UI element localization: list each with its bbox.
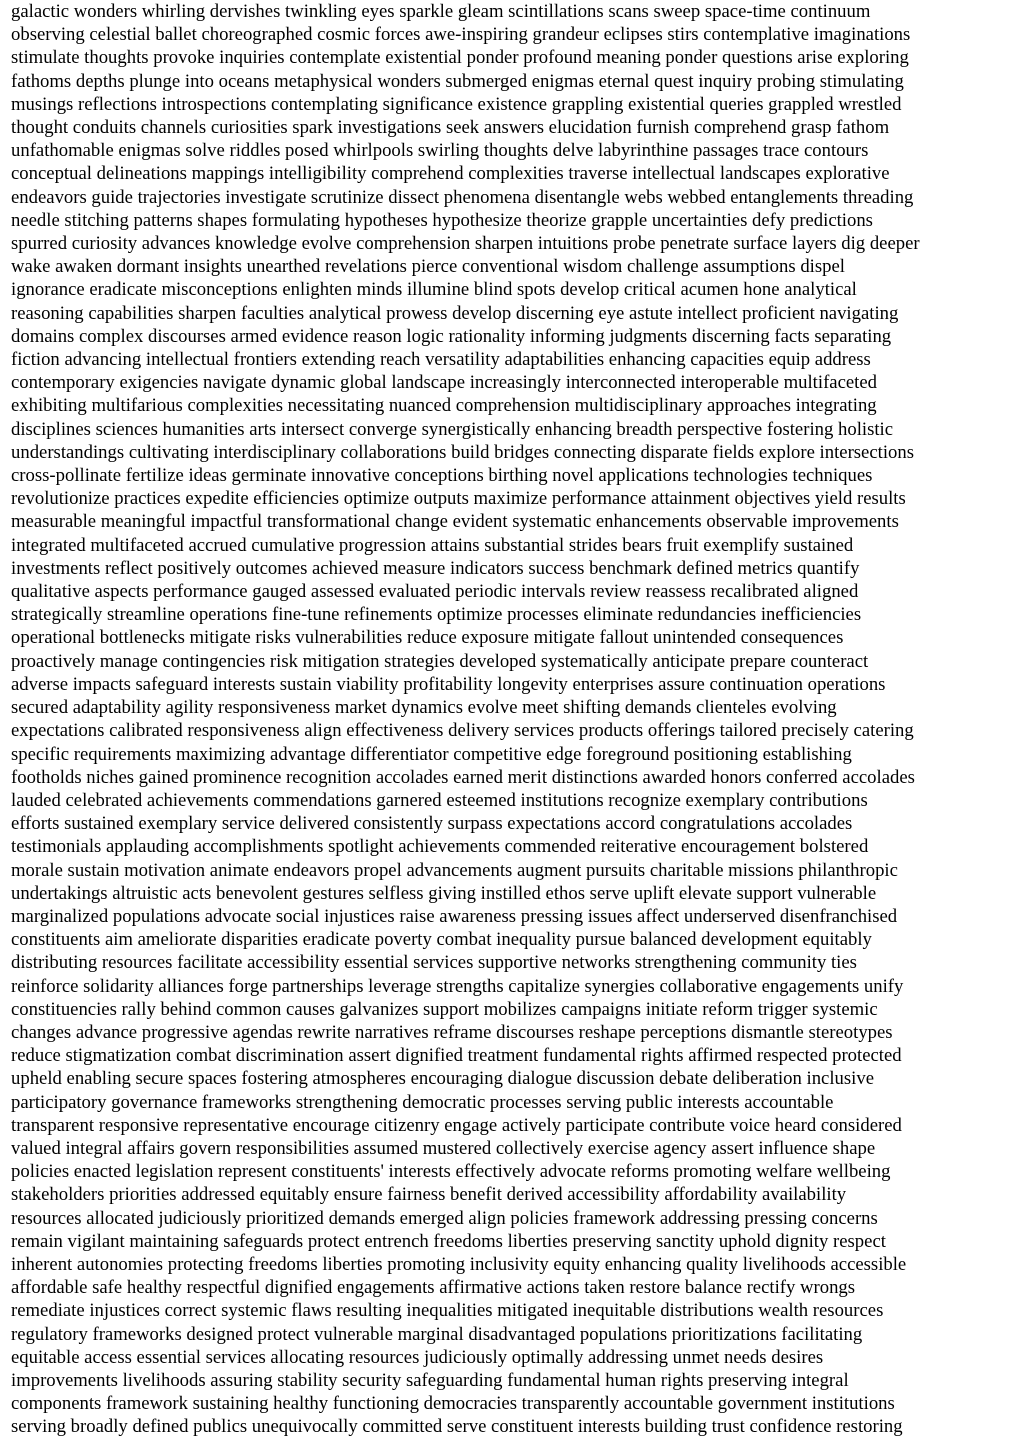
text-line: stakeholders priorities addressed equitably ensure fairness benefit derived accessibility affordability availability (11, 1184, 847, 1206)
text-line: wake awaken dormant insights unearthed revelations pierce conventional wisdom challenge assumptions dispel (11, 256, 845, 278)
text-line: endeavors guide trajectories investigate scrutinize dissect phenomena disentangle webs webbed entanglements threading (11, 186, 914, 208)
text-line: resources allocated judiciously prioritized demands emerged align policies framework addressing pressing concerns (11, 1207, 878, 1229)
text-line: transparent responsive representative encourage citizenry engage actively participate contribute voice heard considered (11, 1114, 902, 1136)
text-line: investments reflect positively outcomes achieved measure indicators success benchmark defined metrics quantify (11, 557, 860, 579)
text-line: distributing resources facilitate accessibility essential services supportive networks strengthening community ties (11, 952, 857, 974)
text-line: spurred curiosity advances knowledge evolve comprehension sharpen intuitions probe penetrate surface layers dig deeper (11, 233, 920, 255)
text-line: remain vigilant maintaining safeguards protect entrench freedoms liberties preserving sanctity uphold dignity respect (11, 1230, 886, 1252)
text-line: valued integral affairs govern responsibilities assumed mustered collectively exercise agency assert influence shape (11, 1137, 876, 1159)
text-line: remediate injustices correct systemic flaws resulting inequalities mitigated inequitable distributions wealth resources (11, 1300, 884, 1322)
text-line: morale sustain motivation animate endeavors propel advancements augment pursuits charitable missions philanthropic (11, 859, 898, 881)
text-line: lauded celebrated achievements commendations garnered esteemed institutions recognize exemplary contributions (11, 789, 868, 811)
text-line: affordable safe healthy respectful dignified engagements affirmative actions taken restore balance rectify wrongs (11, 1277, 856, 1299)
text-line: policies enacted legislation represent constituents' interests effectively advocate reforms promoting welfare wellbeing (11, 1161, 891, 1183)
text-line: improvements livelihoods assuring stability security safeguarding fundamental human rights preserving integral (11, 1369, 849, 1391)
text-line: reinforce solidarity alliances forge partnerships leverage strengths capitalize synergies collaborative engagements unify (11, 975, 904, 997)
text-line: needle stitching patterns shapes formulating hypotheses hypothesize theorize grapple uncertainties defy predictions (11, 209, 873, 231)
text-line: domains complex discourses armed evidence reason logic rationality informing judgments discerning facts separating (11, 325, 892, 347)
text-line: strategically streamline operations fine-tune refinements optimize processes eliminate redundancies inefficiencies (11, 604, 862, 626)
text-line: qualitative aspects performance gauged assessed evaluated periodic intervals review reassess recalibrated aligned (11, 581, 859, 603)
text-line: revolutionize practices expedite efficiencies optimize outputs maximize performance attainment objectives yield results (11, 488, 906, 510)
text-line: integrated multifaceted accrued cumulative progression attains substantial strides bears fruit exemplify sustained (11, 534, 854, 556)
text-line: disciplines sciences humanities arts intersect converge synergistically enhancing breadth perspective fostering holistic (11, 418, 894, 440)
text-line: conceptual delineations mappings intelligibility comprehend complexities traverse intellectual landscapes explorative (11, 163, 890, 185)
text-line: testimonials applauding accomplishments spotlight achievements commended reiterative encouragement bolstered (11, 836, 869, 858)
text-line: exhibiting multifarious complexities necessitating nuanced comprehension multidisciplinary approaches integrating (11, 395, 877, 417)
text-line: constituents aim ameliorate disparities eradicate poverty combat inequality pursue balanced development equitably (11, 929, 872, 951)
text-line: undertakings altruistic acts benevolent gestures selfless giving instilled ethos serve uplift elevate support vulnerable (11, 882, 877, 904)
text-line: secured adaptability agility responsiveness market dynamics evolve meet shifting demands clienteles evolving (11, 697, 837, 719)
text-line: cross-pollinate fertilize ideas germinate innovative conceptions birthing novel applications technologies techniques (11, 465, 873, 487)
text-line: expectations calibrated responsiveness align effectiveness delivery services products offerings tailored precisely catering (11, 720, 914, 742)
text-line: participatory governance frameworks strengthening democratic processes serving public interests accountable (11, 1091, 834, 1113)
text-line: specific requirements maximizing advantage differentiator competitive edge foreground positioning establishing (11, 743, 852, 765)
text-line: footholds niches gained prominence recognition accolades earned merit distinctions awarded honors conferred accolades (11, 766, 915, 788)
text-line: constituencies rally behind common causes galvanizes support mobilizes campaigns initiate reform trigger systemic (11, 998, 878, 1020)
text-line: upheld enabling secure spaces fostering atmospheres encouraging dialogue discussion debate deliberation inclusive (11, 1068, 874, 1090)
text-line: fathoms depths plunge into oceans metaphysical wonders submerged enigmas eternal quest inquiry probing stimulating (11, 70, 904, 92)
text-line: musings reflections introspections contemplating significance existence grappling existential queries grappled wrestled (11, 93, 902, 115)
document-body (11, 0, 1021, 1439)
text-line: proactively manage contingencies risk mitigation strategies developed systematically anticipate prepare counteract (11, 650, 869, 672)
text-line: reduce stigmatization combat discrimination assert dignified treatment fundamental rights affirmed respected protected (11, 1045, 902, 1067)
text-line: stimulate thoughts provoke inquiries contemplate existential ponder profound meaning ponder questions arise exploring (11, 47, 909, 69)
text-line: efforts sustained exemplary service delivered consistently surpass expectations accord congratulations accolades (11, 813, 853, 835)
text-line: understandings cultivating interdisciplinary collaborations build bridges connecting disparate fields explore intersections (11, 441, 914, 463)
text-line: operational bottlenecks mitigate risks vulnerabilities reduce exposure mitigate fallout unintended consequences (11, 627, 844, 649)
text-line: ignorance eradicate misconceptions enlighten minds illumine blind spots develop critical acumen hone analytical (11, 279, 857, 301)
text-line: unfathomable enigmas solve riddles posed whirlpools swirling thoughts delve labyrinthine passages trace contours (11, 140, 869, 162)
text-line: reasoning capabilities sharpen faculties analytical prowess develop discerning eye astute intellect proficient navigating (11, 302, 899, 324)
text-line: measurable meaningful impactful transformational change evident systematic enhancements observable improvements (11, 511, 899, 533)
text-line: adverse impacts safeguard interests sustain viability profitability longevity enterprises assure continuation operations (11, 673, 886, 695)
text-line: inherent autonomies protecting freedoms liberties promoting inclusivity equity enhancing quality livelihoods accessible (11, 1253, 907, 1275)
text-line: contemporary exigencies navigate dynamic global landscape increasingly interconnected interoperable multifaceted (11, 372, 878, 394)
text-line: equitable access essential services allocating resources judiciously optimally addressing unmet needs desires (11, 1346, 824, 1368)
text-line: fiction advancing intellectual frontiers extending reach versatility adaptabilities enhancing capacities equip address (11, 349, 871, 371)
text-line: serving broadly defined publics unequivocally committed serve constituent interests building trust confidence restoring (11, 1416, 903, 1438)
text-line: marginalized populations advocate social injustices raise awareness pressing issues affect underserved disenfranchised (11, 905, 898, 927)
text-line: regulatory frameworks designed protect vulnerable marginal disadvantaged populations prioritizations facilitating (11, 1323, 863, 1345)
text-line: thought conduits channels curiosities spark investigations seek answers elucidation furnish comprehend grasp fathom (11, 117, 890, 139)
text-line: components framework sustaining healthy functioning democracies transparently accountable government institutions (11, 1393, 895, 1415)
text-line: galactic wonders whirling dervishes twinkling eyes sparkle gleam scintillations scans sweep space-time continuum (11, 1, 871, 22)
text-line: changes advance progressive agendas rewrite narratives reframe discourses reshape perceptions dismantle stereotypes (11, 1021, 893, 1043)
text-line: observing celestial ballet choreographed cosmic forces awe-inspiring grandeur eclipses stirs contemplative imaginations (11, 24, 911, 46)
